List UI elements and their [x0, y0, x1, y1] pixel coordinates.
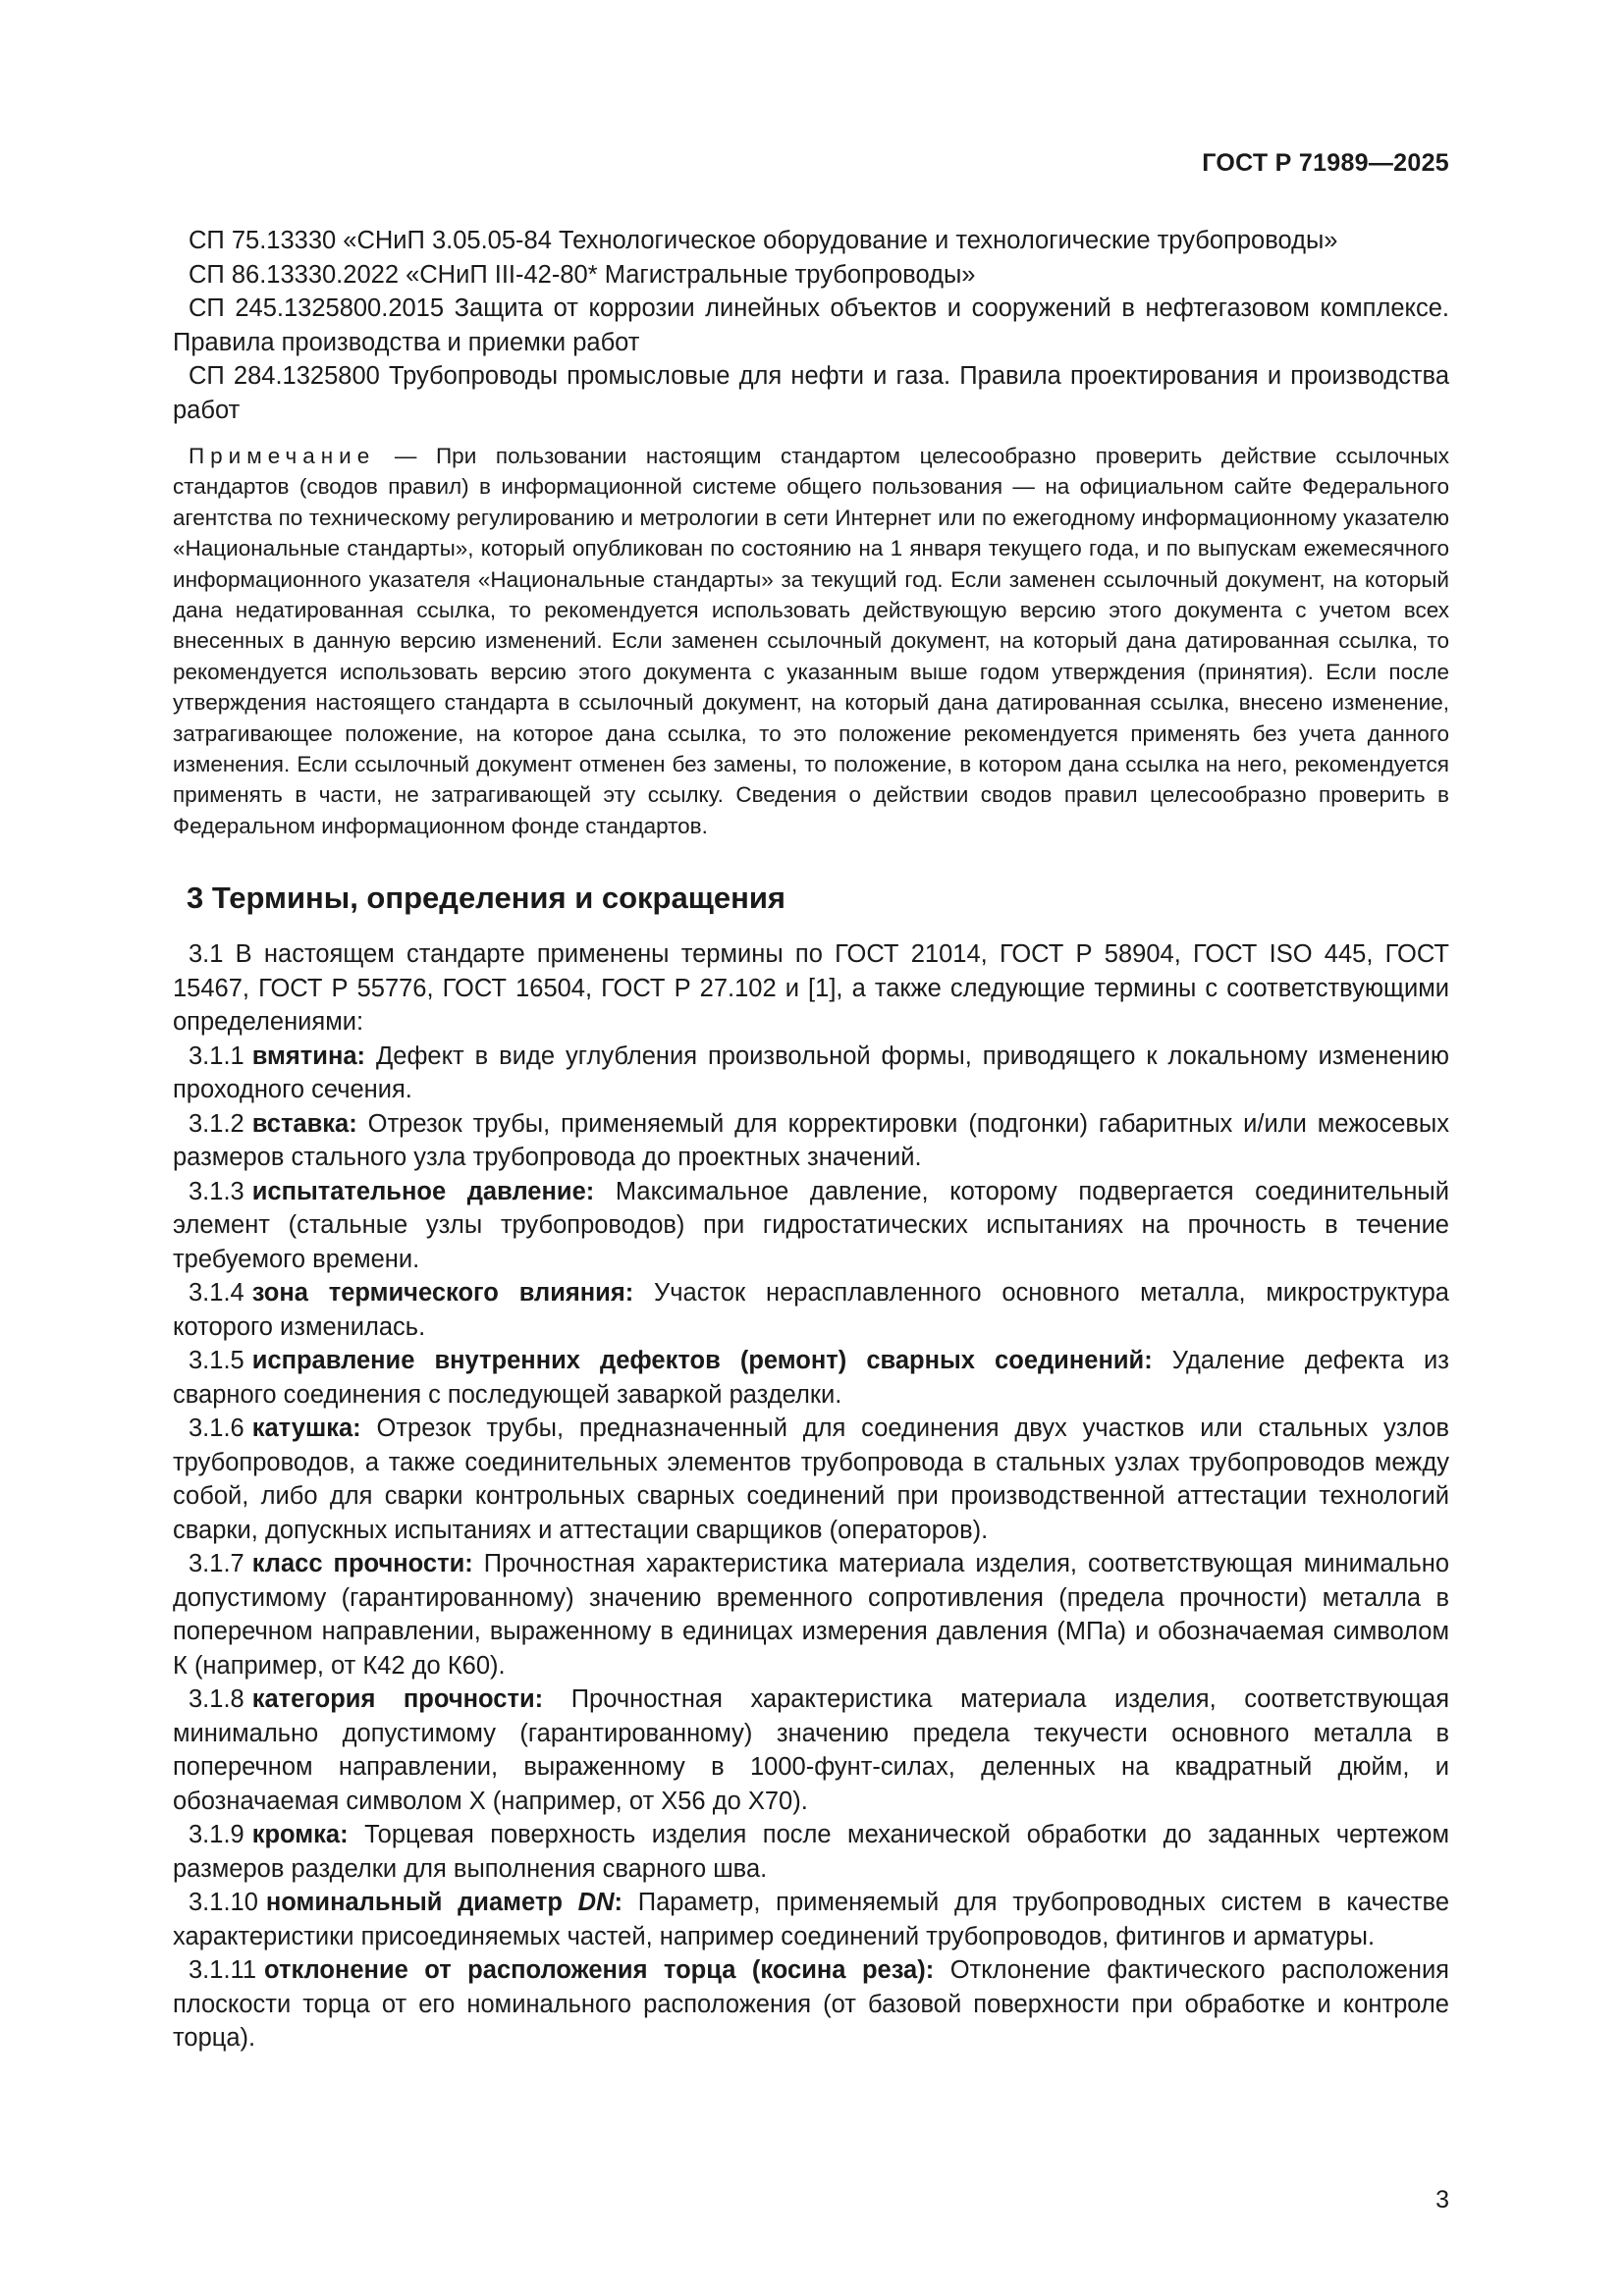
term-name-suffix: :	[614, 1889, 623, 1917]
term-number: 3.1.10	[189, 1889, 258, 1917]
term-number: 3.1.9	[189, 1821, 244, 1849]
term-definition: Параметр, применяемый для трубопроводных систем в качестве характеристики присоединяемых частей, например соединений трубопроводов, фитингов и арматуры.	[173, 1889, 1449, 1950]
term-number: 3.1.7	[189, 1550, 244, 1578]
section-intro: 3.1 В настоящем стандарте применены термины по ГОСТ 21014, ГОСТ Р 58904, ГОСТ ISO 445, ГОСТ 15467, ГОСТ Р 55776, ГОСТ 16504, ГОСТ Р 27.102 и [1], а также следующие термины с соответствующими определениями:	[173, 940, 1449, 1037]
reference-list	[173, 224, 1449, 427]
term-definition: Торцевая поверхность изделия после механической обработки до заданных чертежом размеров разделки для выполнения сварного шва.	[173, 1821, 1449, 1883]
term-definition: Дефект в виде углубления произвольной формы, приводящего к локальному изменению проходного сечения.	[173, 1041, 1449, 1104]
term-entry	[173, 1547, 1449, 1682]
term-entry	[173, 1682, 1449, 1818]
term-number: 3.1.5	[189, 1347, 244, 1375]
term-name: класс прочности:	[251, 1550, 473, 1578]
term-entry	[173, 1886, 1449, 1953]
term-entry	[173, 1276, 1449, 1344]
term-definition: Прочностная характеристика материала изделия, соответствующая минимально допустимому (гарантированному) значению предела текучести основного металла в поперечном направлении, выраженному в 1000-фунт-силах, деленных на квадратный дюйм, и обозначаемая символом X (например, от X56 до X70).	[173, 1685, 1450, 1815]
term-entry	[173, 1818, 1449, 1886]
term-definition: Отклонение фактического расположения плоскости торца от его номинального расположения (от базовой поверхности при обработке и контроле торца).	[173, 1956, 1449, 2053]
term-entry	[173, 1344, 1449, 1412]
term-name: вставка:	[251, 1109, 357, 1138]
term-number: 3.1.1	[189, 1041, 244, 1070]
term-name: исправление внутренних дефектов (ремонт) сварных соединений:	[251, 1347, 1153, 1375]
document-code: ГОСТ Р 71989—2025	[1202, 149, 1449, 177]
term-number: 3.1.4	[189, 1279, 244, 1308]
term-definition: Отрезок трубы, предназначенный для соединения двух участков или стальных узлов трубопроводов, а также соединительных элементов трубопровода в стальных узлах трубопроводов между собой, либо для сварки контрольных сварных соединений при производственной аттестации технологий сварки, допускных испытаниях и аттестации сварщиков (операторов).	[173, 1415, 1449, 1544]
term-name: катушка:	[251, 1415, 361, 1443]
section-heading: 3 Термины, определения и сокращения	[187, 881, 785, 916]
term-name: испытательное давление:	[251, 1177, 595, 1205]
term-number: 3.1.3	[189, 1177, 244, 1205]
note-paragraph	[173, 441, 1449, 841]
term-entry	[173, 1040, 1449, 1107]
term-entry	[173, 1175, 1449, 1277]
term-definition: Удаление дефекта из сварного соединения с последующей заваркой разделки.	[173, 1347, 1449, 1409]
page-number: 3	[1435, 2186, 1449, 2214]
term-definition: Отрезок трубы, применяемый для корректировки (подгонки) габаритных и/или межосевых размеров стального узла трубопровода до проектных значений.	[173, 1109, 1449, 1172]
note-text: — При пользовании настоящим стандартом целесообразно проверить действие ссылочных стандартов (сводов правил) в информационной системе общего пользования — на официальном сайте Федерального агентства по техническому регулированию и метрологии в сети Интернет или по ежегодному информационному указателю «Национальные стандарты», который опубликован по состоянию на 1 января текущего года, и по выпускам ежемесячного информационного указателя «Национальные стандарты» за текущий год. Если заменен ссылочный документ, на который дана недатированная ссылка, то рекомендуется использовать действующую версию этого документа с учетом всех внесенных в данную версию изменений. Если заменен ссылочный документ, на который дана датированная ссылка, то рекомендуется использовать версию этого документа с указанным выше годом утверждения (принятия). Если после утверждения настоящего стандарта в ссылочный документ, на который дана датированная ссылка, внесено изменение, затрагивающее положение, на которое дана ссылка, то это положение рекомендуется применять без учета данного изменения. Если ссылочный документ отменен без замены, то положение, в котором дана ссылка на него, рекомендуется применять в части, не затрагивающей эту ссылку. Сведения о действии сводов правил целесообразно проверить в Федеральном информационном фонде стандартов.	[173, 444, 1449, 838]
reference-item: СП 75.13330 «СНиП 3.05.05-84 Технологическое оборудование и технологические трубопроводы»	[189, 227, 1338, 254]
term-name: кромка:	[251, 1821, 349, 1849]
term-entry	[173, 1953, 1449, 2056]
term-number: 3.1.6	[189, 1415, 244, 1443]
term-number: 3.1.8	[189, 1685, 244, 1714]
term-entry	[173, 1107, 1449, 1175]
term-number: 3.1.2	[189, 1109, 244, 1138]
term-name: зона термического влияния:	[251, 1279, 634, 1308]
term-name-italic: DN	[577, 1889, 615, 1917]
term-name: вмятина:	[251, 1041, 366, 1070]
reference-item: СП 86.13330.2022 «СНиП III-42-80* Магистральные трубопроводы»	[189, 260, 976, 289]
reference-item: СП 245.1325800.2015 Защита от коррозии линейных объектов и сооружений в нефтегазовом комплексе. Правила производства и приемки работ	[173, 294, 1449, 356]
page-content	[173, 224, 1449, 2056]
term-name	[266, 1889, 623, 1916]
term-definition: Прочностная характеристика материала изделия, соответствующая минимально допустимому (гарантированному) значению временного сопротивления (предела прочности) металла в поперечном направлении, выраженному в единицах измерения давления (МПа) и обозначаемая символом К (например, от К42 до К60).	[173, 1550, 1449, 1680]
term-name: отклонение от расположения торца (косина реза):	[264, 1956, 935, 1985]
term-name: категория прочности:	[251, 1685, 544, 1714]
term-entry	[173, 1412, 1449, 1547]
term-name-main: номинальный диаметр	[265, 1889, 578, 1917]
note-label: Примечание	[189, 444, 376, 468]
term-number: 3.1.11	[189, 1956, 257, 1985]
term-definition: Участок нерасплавленного основного металла, микроструктура которого изменилась.	[173, 1279, 1449, 1341]
reference-item: СП 284.1325800 Трубопроводы промысловые для нефти и газа. Правила проектирования и производства работ	[173, 362, 1449, 424]
term-definition: Максимальное давление, которому подвергается соединительный элемент (стальные узлы трубопроводов) при гидростатических испытаниях на прочность в течение требуемого времени.	[173, 1177, 1449, 1273]
